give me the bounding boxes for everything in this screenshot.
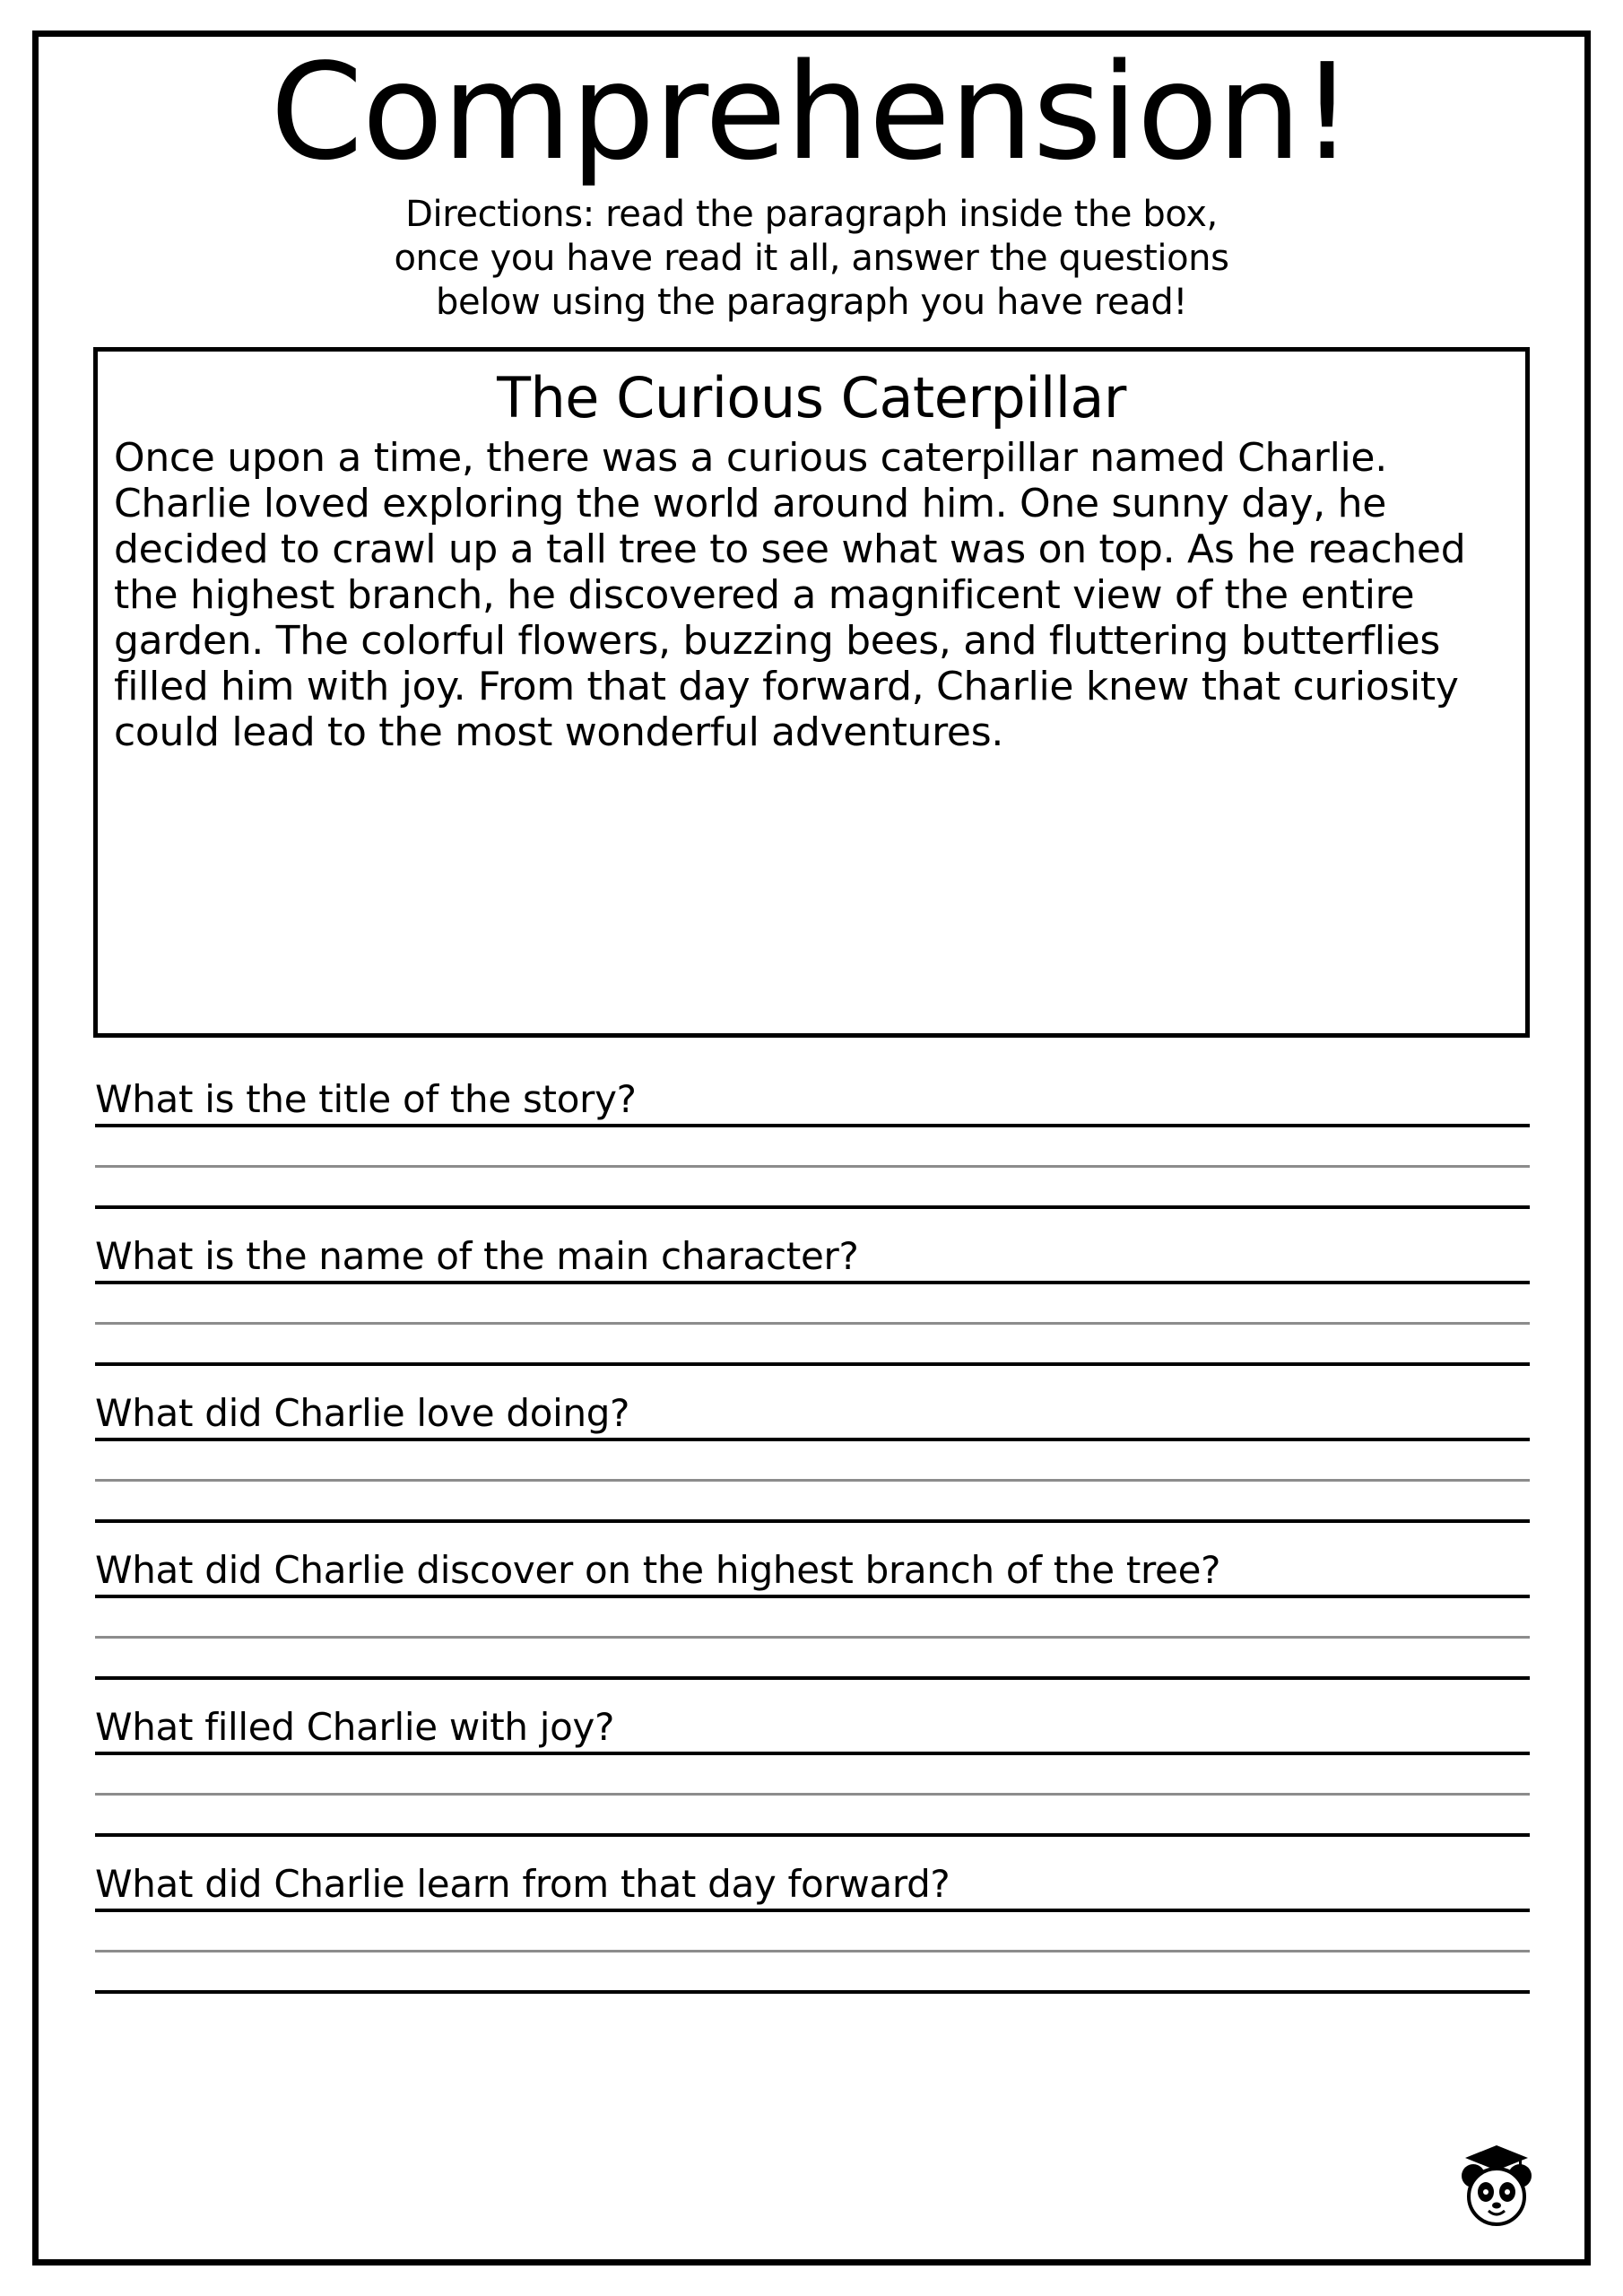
questions-list: [95, 1075, 1530, 1994]
worksheet-content: [32, 30, 1591, 2266]
answer-line[interactable]: [95, 1441, 1530, 1482]
question-underline: [95, 1124, 1530, 1127]
answer-line[interactable]: [95, 1639, 1530, 1680]
question-block: [95, 1703, 1530, 1837]
question-prompt-row: [95, 1703, 1530, 1755]
question-underline: [95, 1438, 1530, 1441]
directions-line-2: once you have read it all, answer the questions: [394, 237, 1229, 279]
directions-line-3: below using the paragraph you have read!: [436, 281, 1187, 323]
question-underline: [95, 1752, 1530, 1755]
question-text: What is the name of the main character?: [95, 1234, 859, 1279]
question-prompt-row: [95, 1389, 1530, 1441]
directions-line-1: Directions: read the paragraph inside the box,: [405, 193, 1218, 235]
question-prompt-row: [95, 1232, 1530, 1284]
question-prompt-row: [95, 1546, 1530, 1598]
question-underline: [95, 1595, 1530, 1598]
question-block: [95, 1075, 1530, 1209]
question-block: [95, 1232, 1530, 1366]
answer-line[interactable]: [95, 1482, 1530, 1523]
answer-line[interactable]: [95, 1796, 1530, 1837]
story-paragraph: Once upon a time, there was a curious caterpillar named Charlie. Charlie loved exploring the world around him. One sunny day, he decided to crawl up a tall tree to see what was on top. As he reached the highest branch, he discovered a magnificent view of the entire garden. The colorful flowers, buzzing bees, and fluttering butterflies filled him with joy. From that day forward, Charlie knew that curiosity could lead to the most wonderful adventures.: [114, 434, 1466, 755]
question-block: [95, 1546, 1530, 1680]
answer-line[interactable]: [95, 1168, 1530, 1209]
answer-line[interactable]: [95, 1755, 1530, 1796]
answer-line[interactable]: [95, 1127, 1530, 1168]
answer-line[interactable]: [95, 1952, 1530, 1994]
page-title: Comprehension!: [270, 35, 1353, 189]
question-block: [95, 1860, 1530, 1994]
question-text: What did Charlie love doing?: [95, 1391, 630, 1436]
question-underline: [95, 1281, 1530, 1284]
question-block: [95, 1389, 1530, 1523]
answer-line[interactable]: [95, 1598, 1530, 1639]
question-text: What did Charlie learn from that day forward?: [95, 1862, 950, 1907]
question-text: What did Charlie discover on the highest branch of the tree?: [95, 1548, 1221, 1593]
question-prompt-row: [95, 1860, 1530, 1912]
panda-graduate-logo: [1444, 2127, 1549, 2233]
answer-line[interactable]: [95, 1912, 1530, 1952]
directions-block: [86, 193, 1537, 324]
answer-line[interactable]: [95, 1325, 1530, 1366]
story-box: [93, 347, 1530, 1038]
answer-line[interactable]: [95, 1284, 1530, 1325]
question-text: What filled Charlie with joy?: [95, 1705, 615, 1750]
question-prompt-row: [95, 1075, 1530, 1127]
question-underline: [95, 1909, 1530, 1912]
question-text: What is the title of the story?: [95, 1077, 637, 1122]
story-title: The Curious Caterpillar: [497, 365, 1126, 431]
